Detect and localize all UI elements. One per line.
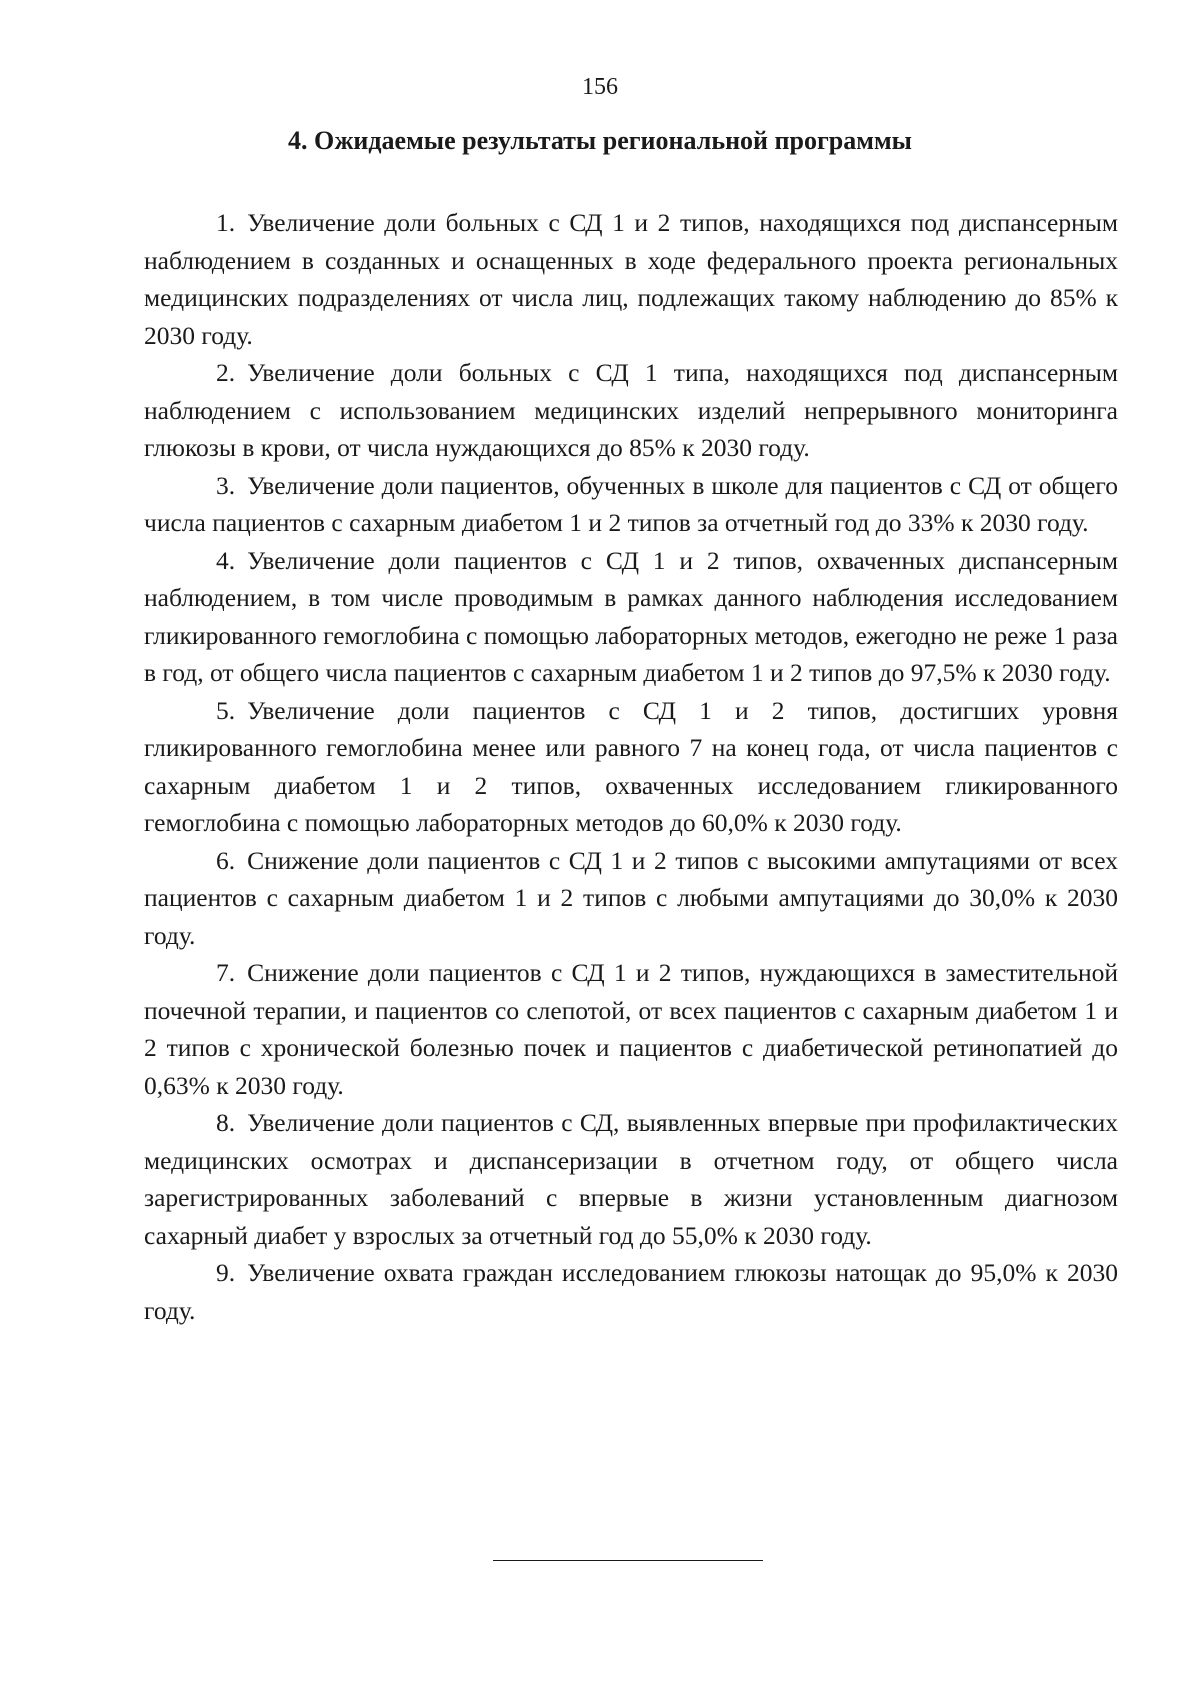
- page-number: 156: [582, 74, 618, 100]
- item-number: 6.: [216, 845, 236, 875]
- item-text: Снижение доли пациентов с СД 1 и 2 типов, нуждающихся в заместительной почечной терапии, и пациентов со слепотой, от всех пациентов с сахарным диабетом 1 и 2 типов с хронической болезнью почек и пациентов с диабетической ретинопатией до 0,63% к 2030 году.: [144, 958, 1118, 1100]
- expected-results-list: [144, 204, 1118, 1329]
- item-number: 1.: [216, 208, 236, 237]
- end-divider: [493, 1560, 763, 1561]
- item-text: Увеличение доли пациентов, обученных в школе для пациентов с СД от общего числа пациентов с сахарным диабетом 1 и 2 типов за отчетный год до 33% к 2030 году.: [144, 470, 1118, 537]
- item-text: Увеличение охвата граждан исследованием глюкозы натощак до 95,0% к 2030 году.: [144, 1258, 1118, 1325]
- item-number: 5.: [216, 695, 236, 725]
- list-item: [144, 692, 1118, 842]
- item-text: Увеличение доли пациентов с СД 1 и 2 типов, охваченных диспансерным наблюдением, в том числе проводимым в рамках данного наблюдения исследованием гликированного гемоглобина с помощью лабораторных методов, ежегодно не реже 1 раза в год, от общего числа пациентов с сахарным диабетом 1 и 2 типов до 97,5% к 2030 году.: [144, 545, 1118, 687]
- item-text: Увеличение доли пациентов с СД, выявленных впервые при профилактических медицинских осмотрах и диспансеризации в отчетном году, от общего числа зарегистрированных заболеваний с впервые в жизни установленным диагнозом сахарный диабет у взрослых за отчетный год до 55,0% к 2030 году.: [144, 1108, 1118, 1250]
- item-number: 9.: [216, 1258, 236, 1287]
- item-text: Увеличение доли больных с СД 1 типа, находящихся под диспансерным наблюдением с использованием медицинских изделий непрерывного мониторинга глюкозы в крови, от числа нуждающихся до 85% к 2030 году.: [144, 358, 1118, 462]
- list-item: [144, 204, 1118, 354]
- list-item: [144, 467, 1118, 542]
- item-text: Увеличение доли пациентов с СД 1 и 2 типов, достигших уровня гликированного гемоглобина менее или равного 7 на конец года, от числа пациентов с сахарным диабетом 1 и 2 типов, охваченных исследованием гликированного гемоглобина с помощью лабораторных методов до 60,0% к 2030 году.: [144, 695, 1118, 837]
- item-number: 7.: [216, 958, 236, 987]
- list-item: [144, 954, 1118, 1104]
- list-item: [144, 842, 1118, 955]
- item-number: 2.: [216, 358, 236, 387]
- section-heading: 4. Ожидаемые результаты региональной программы: [288, 126, 912, 155]
- list-item: [144, 1254, 1118, 1329]
- list-item: [144, 354, 1118, 467]
- item-text: Увеличение доли больных с СД 1 и 2 типов, находящихся под диспансерным наблюдением в созданных и оснащенных в ходе федерального проекта региональных медицинских подразделениях от числа лиц, подлежащих такому наблюдению до 85% к 2030 году.: [144, 208, 1118, 350]
- item-number: 8.: [216, 1108, 236, 1137]
- list-item: [144, 1104, 1118, 1254]
- item-text: Снижение доли пациентов с СД 1 и 2 типов с высокими ампутациями от всех пациентов с сахарным диабетом 1 и 2 типов с любыми ампутациями до 30,0% к 2030 году.: [144, 845, 1118, 950]
- item-number: 4.: [216, 545, 236, 575]
- list-item: [144, 542, 1118, 692]
- item-number: 3.: [216, 470, 236, 500]
